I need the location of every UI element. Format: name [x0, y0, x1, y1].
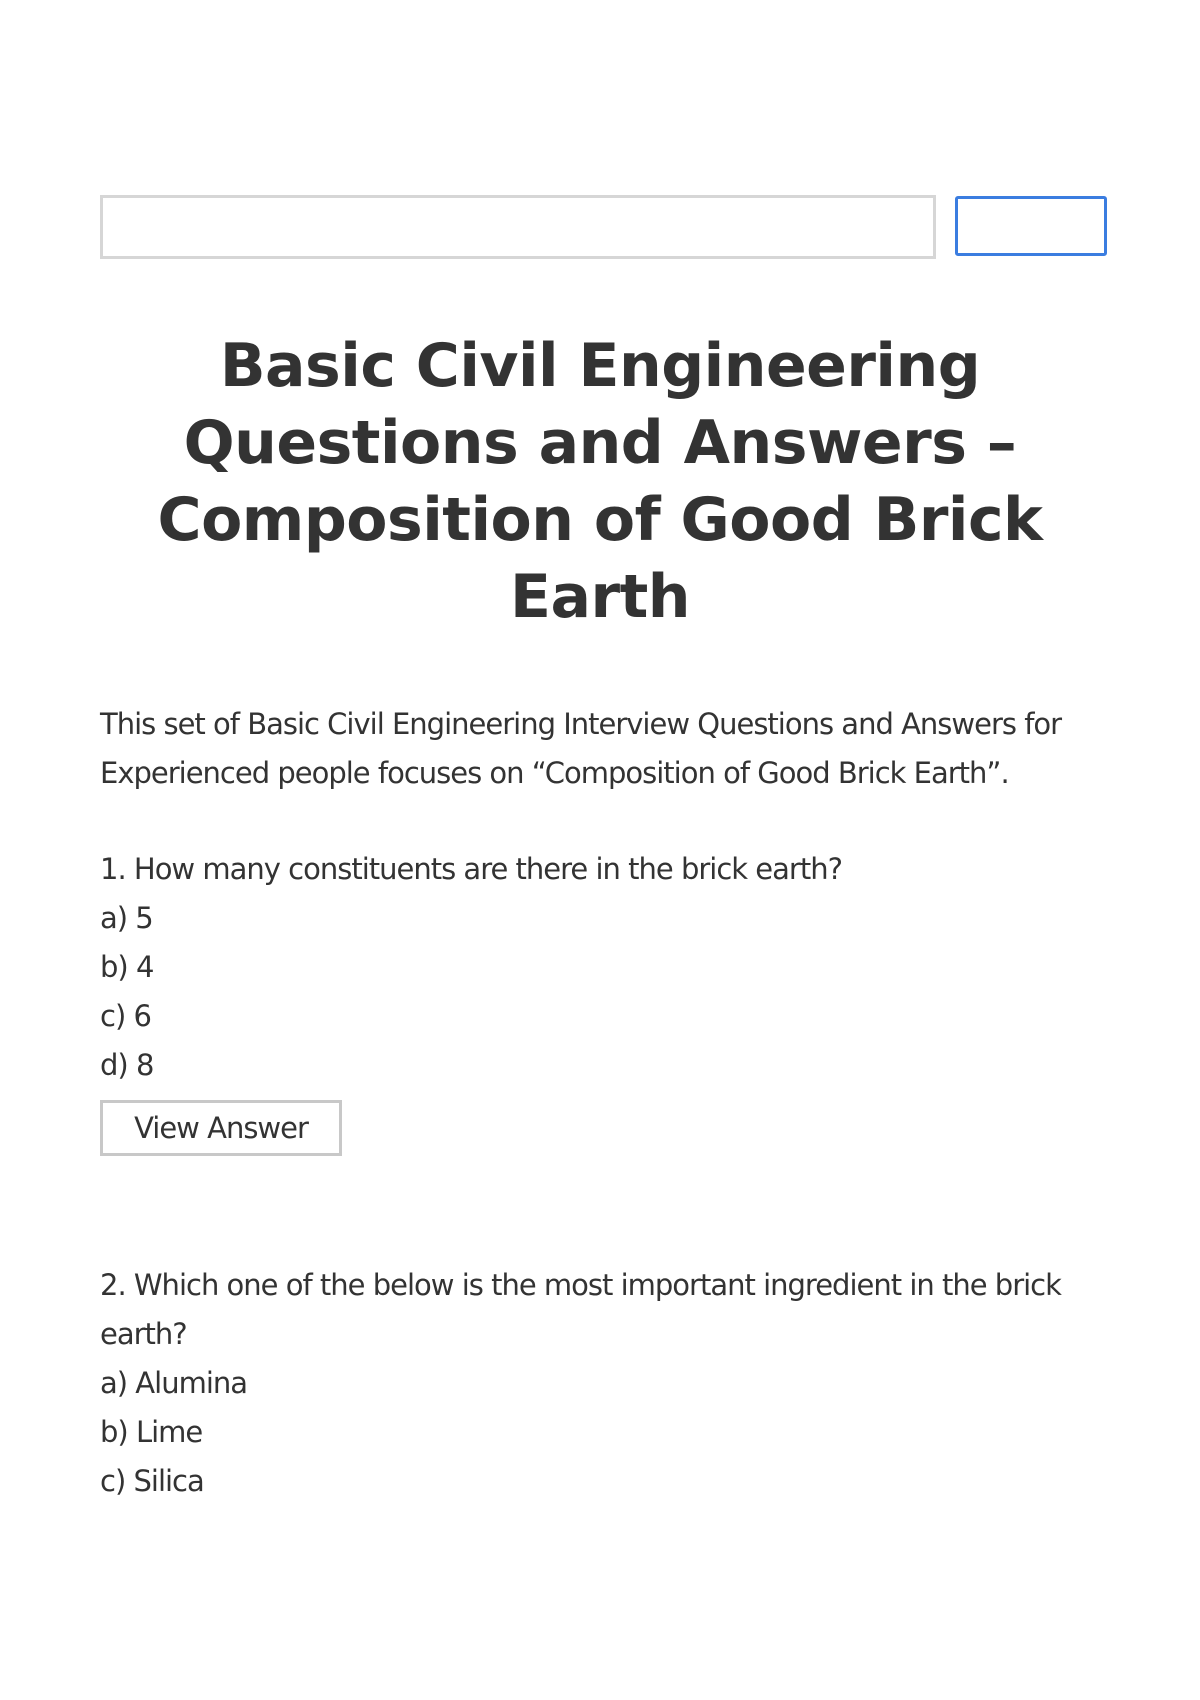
- option-b: b) Lime: [100, 1415, 203, 1449]
- search-input[interactable]: [100, 195, 936, 259]
- option-c: c) Silica: [100, 1464, 204, 1498]
- view-answer-button[interactable]: View Answer: [100, 1100, 342, 1156]
- search-bar: [100, 195, 1100, 259]
- question-2: [100, 1261, 1100, 1506]
- option-a: a) Alumina: [100, 1366, 248, 1400]
- question-1: [100, 845, 1100, 1156]
- option-b: b) 4: [100, 950, 154, 984]
- article-intro: This set of Basic Civil Engineering Interview Questions and Answers for Experienced people focuses on “Composition of Good Brick Earth”.: [100, 707, 1062, 790]
- options-list: [100, 1359, 1100, 1506]
- option-d: d) 8: [100, 1048, 154, 1082]
- options-list: [100, 894, 1100, 1090]
- page-title: Basic Civil Engineering Questions and Answers – Composition of Good Brick Earth: [157, 331, 1043, 632]
- question-text: 2. Which one of the below is the most important ingredient in the brick earth?: [100, 1268, 1061, 1351]
- search-button[interactable]: [955, 196, 1107, 256]
- option-c: c) 6: [100, 999, 151, 1033]
- option-a: a) 5: [100, 901, 153, 935]
- article-content: [100, 700, 1100, 1506]
- question-text: 1. How many constituents are there in the brick earth?: [100, 852, 842, 886]
